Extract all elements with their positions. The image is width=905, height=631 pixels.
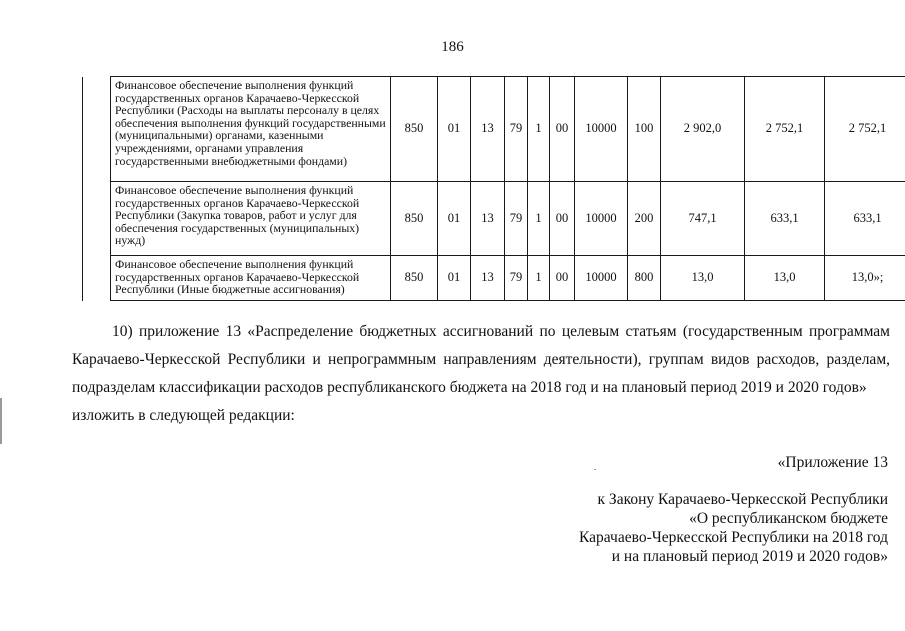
amount-2020-cell: 633,1 [825, 182, 905, 256]
scan-dot-mark [594, 469, 596, 470]
table-row [83, 182, 905, 256]
direction-cell: 10000 [575, 182, 628, 256]
amount-2020-cell: 13,0»; [825, 256, 905, 301]
subsection-cell: 13 [471, 256, 505, 301]
appendix-line: к Закону Карачаево-Черкесской Республики [597, 491, 888, 508]
row-number-cell [83, 256, 111, 301]
main-event-cell: 00 [550, 77, 575, 182]
subprogram-cell: 1 [528, 256, 550, 301]
table-row [83, 256, 905, 301]
scan-edge-mark [0, 398, 2, 444]
expense-type-cell: 800 [628, 256, 661, 301]
amendment-text: 10) приложение 13 «Распределение бюджетных ассигнований по целевым статьям (государственным программам Карачаево-Черкесской Республики и непрограммным направлениям деятельности), группам видов расходов, разделам, подразделам классификации расходов республиканского бюджета на 2018 год и на плановый период 2019 и 2020 годов» [72, 323, 890, 396]
description-cell: Финансовое обеспечение выполнения функций государственных органов Карачаево-Черкесской Республики (Иные бюджетные ассигнования) [111, 256, 391, 301]
description-cell: Финансовое обеспечение выполнения функций государственных органов Карачаево-Черкесской Республики (Расходы на выплаты персоналу в целях обеспечения выполнения функций государственными (муниципальными) органами, казенными учреждениями, органами управления государственными внебюджетными фондами) [111, 77, 391, 182]
amount-2019-cell: 2 752,1 [745, 77, 825, 182]
appendix-line: и на плановый период 2019 и 2020 годов» [611, 548, 888, 565]
main-event-cell: 00 [550, 182, 575, 256]
amount-2018-cell: 13,0 [661, 256, 745, 301]
appendix-reference [579, 490, 888, 566]
description-cell: Финансовое обеспечение выполнения функций государственных органов Карачаево-Черкесской Республики (Закупка товаров, работ и услуг для обеспечения государственных (муниципальных) нужд) [111, 182, 391, 256]
direction-cell: 10000 [575, 77, 628, 182]
table-row [83, 77, 905, 182]
section-cell: 01 [438, 77, 471, 182]
amount-2020-cell: 2 752,1 [825, 77, 905, 182]
program-cell: 79 [505, 77, 528, 182]
direction-cell: 10000 [575, 256, 628, 301]
ministry-code-cell: 850 [391, 182, 438, 256]
ministry-code-cell: 850 [391, 77, 438, 182]
program-cell: 79 [505, 256, 528, 301]
subprogram-cell: 1 [528, 77, 550, 182]
subsection-cell: 13 [471, 182, 505, 256]
amendment-last-line: изложить в следующей редакции: [72, 407, 295, 424]
row-number-cell [83, 77, 111, 182]
section-cell: 01 [438, 256, 471, 301]
section-cell: 01 [438, 182, 471, 256]
appendix-line: Карачаево-Черкесской Республики на 2018 год [579, 529, 888, 546]
page-number: 186 [441, 39, 464, 55]
subsection-cell: 13 [471, 77, 505, 182]
amendment-paragraph [72, 318, 890, 430]
expense-type-cell: 100 [628, 77, 661, 182]
amount-2018-cell: 747,1 [661, 182, 745, 256]
expense-type-cell: 200 [628, 182, 661, 256]
subprogram-cell: 1 [528, 182, 550, 256]
row-number-cell [83, 182, 111, 256]
program-cell: 79 [505, 182, 528, 256]
appendix-title: «Приложение 13 [777, 454, 888, 471]
ministry-code-cell: 850 [391, 256, 438, 301]
budget-allocation-table [82, 76, 905, 301]
amount-2018-cell: 2 902,0 [661, 77, 745, 182]
amount-2019-cell: 13,0 [745, 256, 825, 301]
main-event-cell: 00 [550, 256, 575, 301]
appendix-line: «О республиканском бюджете [689, 510, 888, 527]
amount-2019-cell: 633,1 [745, 182, 825, 256]
